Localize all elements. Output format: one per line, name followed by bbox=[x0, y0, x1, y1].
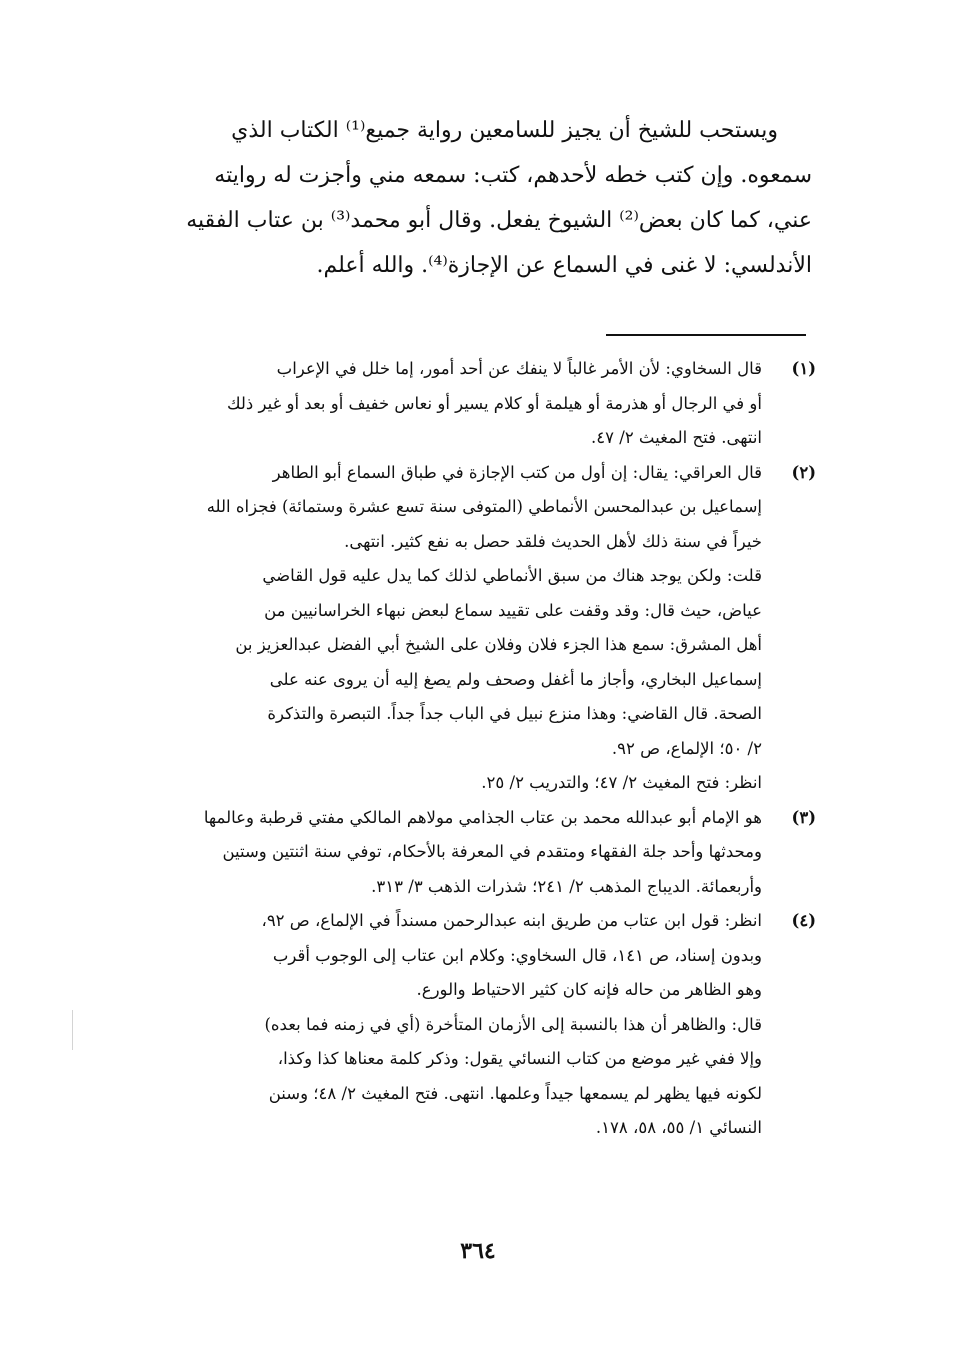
main-paragraph bbox=[100, 108, 812, 288]
footnote-line: وأربعمائة. الديباج المذهب ٢/ ٢٤١؛ شذرات الذهب ٣/ ٣١٣. bbox=[371, 876, 762, 896]
footnote-line: قلت: ولكن يوجد هناك من سبق الأنماطي لذلك كما يدل عليه قول القاضي bbox=[262, 566, 762, 585]
main-text-line: الأندلسي: لا غنى في السماع عن الإجازة⁽⁴⁾. والله أعلم. bbox=[316, 253, 812, 278]
footnote-4 bbox=[100, 904, 816, 1146]
footnote-line: وهو الظاهر من حاله فإنه كان كثير الاحتياط والورع. bbox=[416, 980, 762, 999]
footnote-line: لكونه فيها يظهر لم يسمعها جيداً وعلمها. انتهى. فتح المغيث ٢/ ٤٨؛ وسنن bbox=[268, 1083, 762, 1103]
footnote-line: هو الإمام أبو عبدالله محمد بن عتاب الجذامي مولاهم المالكي مفتي قرطبة وعالمها bbox=[203, 807, 762, 827]
footnote-line: ٢/ ٥٠؛ الإلماع، ص ٩٢. bbox=[611, 738, 762, 758]
footnote-line: خيراً في سنة ذلك لأهل الحديث فلقد حصل به نفع كثير. انتهى. bbox=[344, 531, 762, 551]
main-text-line: عني، كما كان بعض⁽²⁾ الشيوخ يفعل. وقال أبو محمد⁽³⁾ بن عتاب الفقيه bbox=[186, 208, 812, 233]
footnote-line: قال العراقي: يقال: إن أول من كتب الإجازة في طباق السماع أبو الطاهر bbox=[272, 462, 762, 482]
main-text-line: سمعوه. وإن كتب خطه لأحدهم، كتب: سمعه مني وأجزت له روايته bbox=[214, 163, 812, 188]
footnote-line: إسماعيل البخاري، وأجاز ما أغفل وصحف ولم يصغ إليه أن يروى عنه على bbox=[269, 669, 762, 689]
footnote-line: النسائي ١/ ٥٥، ٥٨، ١٧٨. bbox=[595, 1118, 762, 1137]
footnote-number: (٣) bbox=[791, 807, 816, 827]
footnote-line: إسماعيل بن عبدالمحسن الأنماطي (المتوفى سنة تسع عشرة وستمائة) فجزاه الله bbox=[206, 497, 762, 516]
page-number: ٣٦٤ bbox=[460, 1238, 496, 1264]
footnote-line: الصحة. قال القاضي: وهذا منزع نبيل في الباب جداً جداً. التبصرة والتذكرة bbox=[267, 704, 762, 723]
footnote-line: وإلا ففي غير موضع من كتاب النسائي يقول: وذكر كلمة معناها كذا وكذا، bbox=[277, 1049, 762, 1068]
footnote-line: قال السخاوي: لأن الأمر غالباً لا ينفك عن أحد أمور، إما خلل في الإعراب bbox=[276, 359, 762, 378]
footnote-line: أو في الرجال أو هذرمة أو هيلمة أو كلام يسير أو نعاس خفيف أو بعد أو غير ذلك bbox=[227, 393, 762, 413]
footnote-1 bbox=[100, 352, 816, 456]
main-text-line: ويستحب للشيخ أن يجيز للسامعين رواية جميع⁽¹⁾ الكتاب الذي bbox=[231, 118, 778, 143]
footnote-line: انظر: فتح المغيث ٢/ ٤٧؛ والتدريب ٢/ ٢٥. bbox=[481, 773, 762, 792]
footnote-separator bbox=[606, 334, 806, 336]
footnote-number: (١) bbox=[791, 359, 816, 378]
footnote-2 bbox=[100, 456, 816, 801]
footnote-line: انظر: قول ابن عتاب من طريق ابنه عبدالرحمن مسنداً في الإلماع، ص ٩٢، bbox=[261, 911, 762, 930]
footnote-3 bbox=[100, 801, 816, 905]
footnote-line: أهل المشرق: سمع هذا الجزء فلان وفلان على الشيخ أبي الفضل عبدالعزيز بن bbox=[235, 635, 762, 654]
scan-artifact-line bbox=[72, 1010, 73, 1050]
footnote-number: (٤) bbox=[791, 911, 816, 930]
footnote-number: (٢) bbox=[791, 462, 816, 482]
footnote-line: وبدون إسناد، ص ١٤١، قال السخاوي: وكلام ابن عتاب إلى الوجوب أقرب bbox=[272, 945, 762, 965]
footnote-line: انتهى. فتح المغيث ٢/ ٤٧. bbox=[591, 428, 762, 447]
footnote-line: عياض، حيث قال: وقد وقفت على تقييد سماع لبعض نبهاء الخراسانيين من bbox=[264, 600, 762, 620]
footnote-line: ومحدثها وأحد جلة الفقهاء ومتقدم في المعرفة بالأحكام، توفي سنة اثنتين وستين bbox=[222, 842, 762, 861]
footnotes-section bbox=[100, 352, 816, 1146]
footnote-line: قال: والظاهر أن هذا بالنسبة إلى الأزمان المتأخرة (أي في زمنه فما بعده) bbox=[264, 1014, 762, 1034]
